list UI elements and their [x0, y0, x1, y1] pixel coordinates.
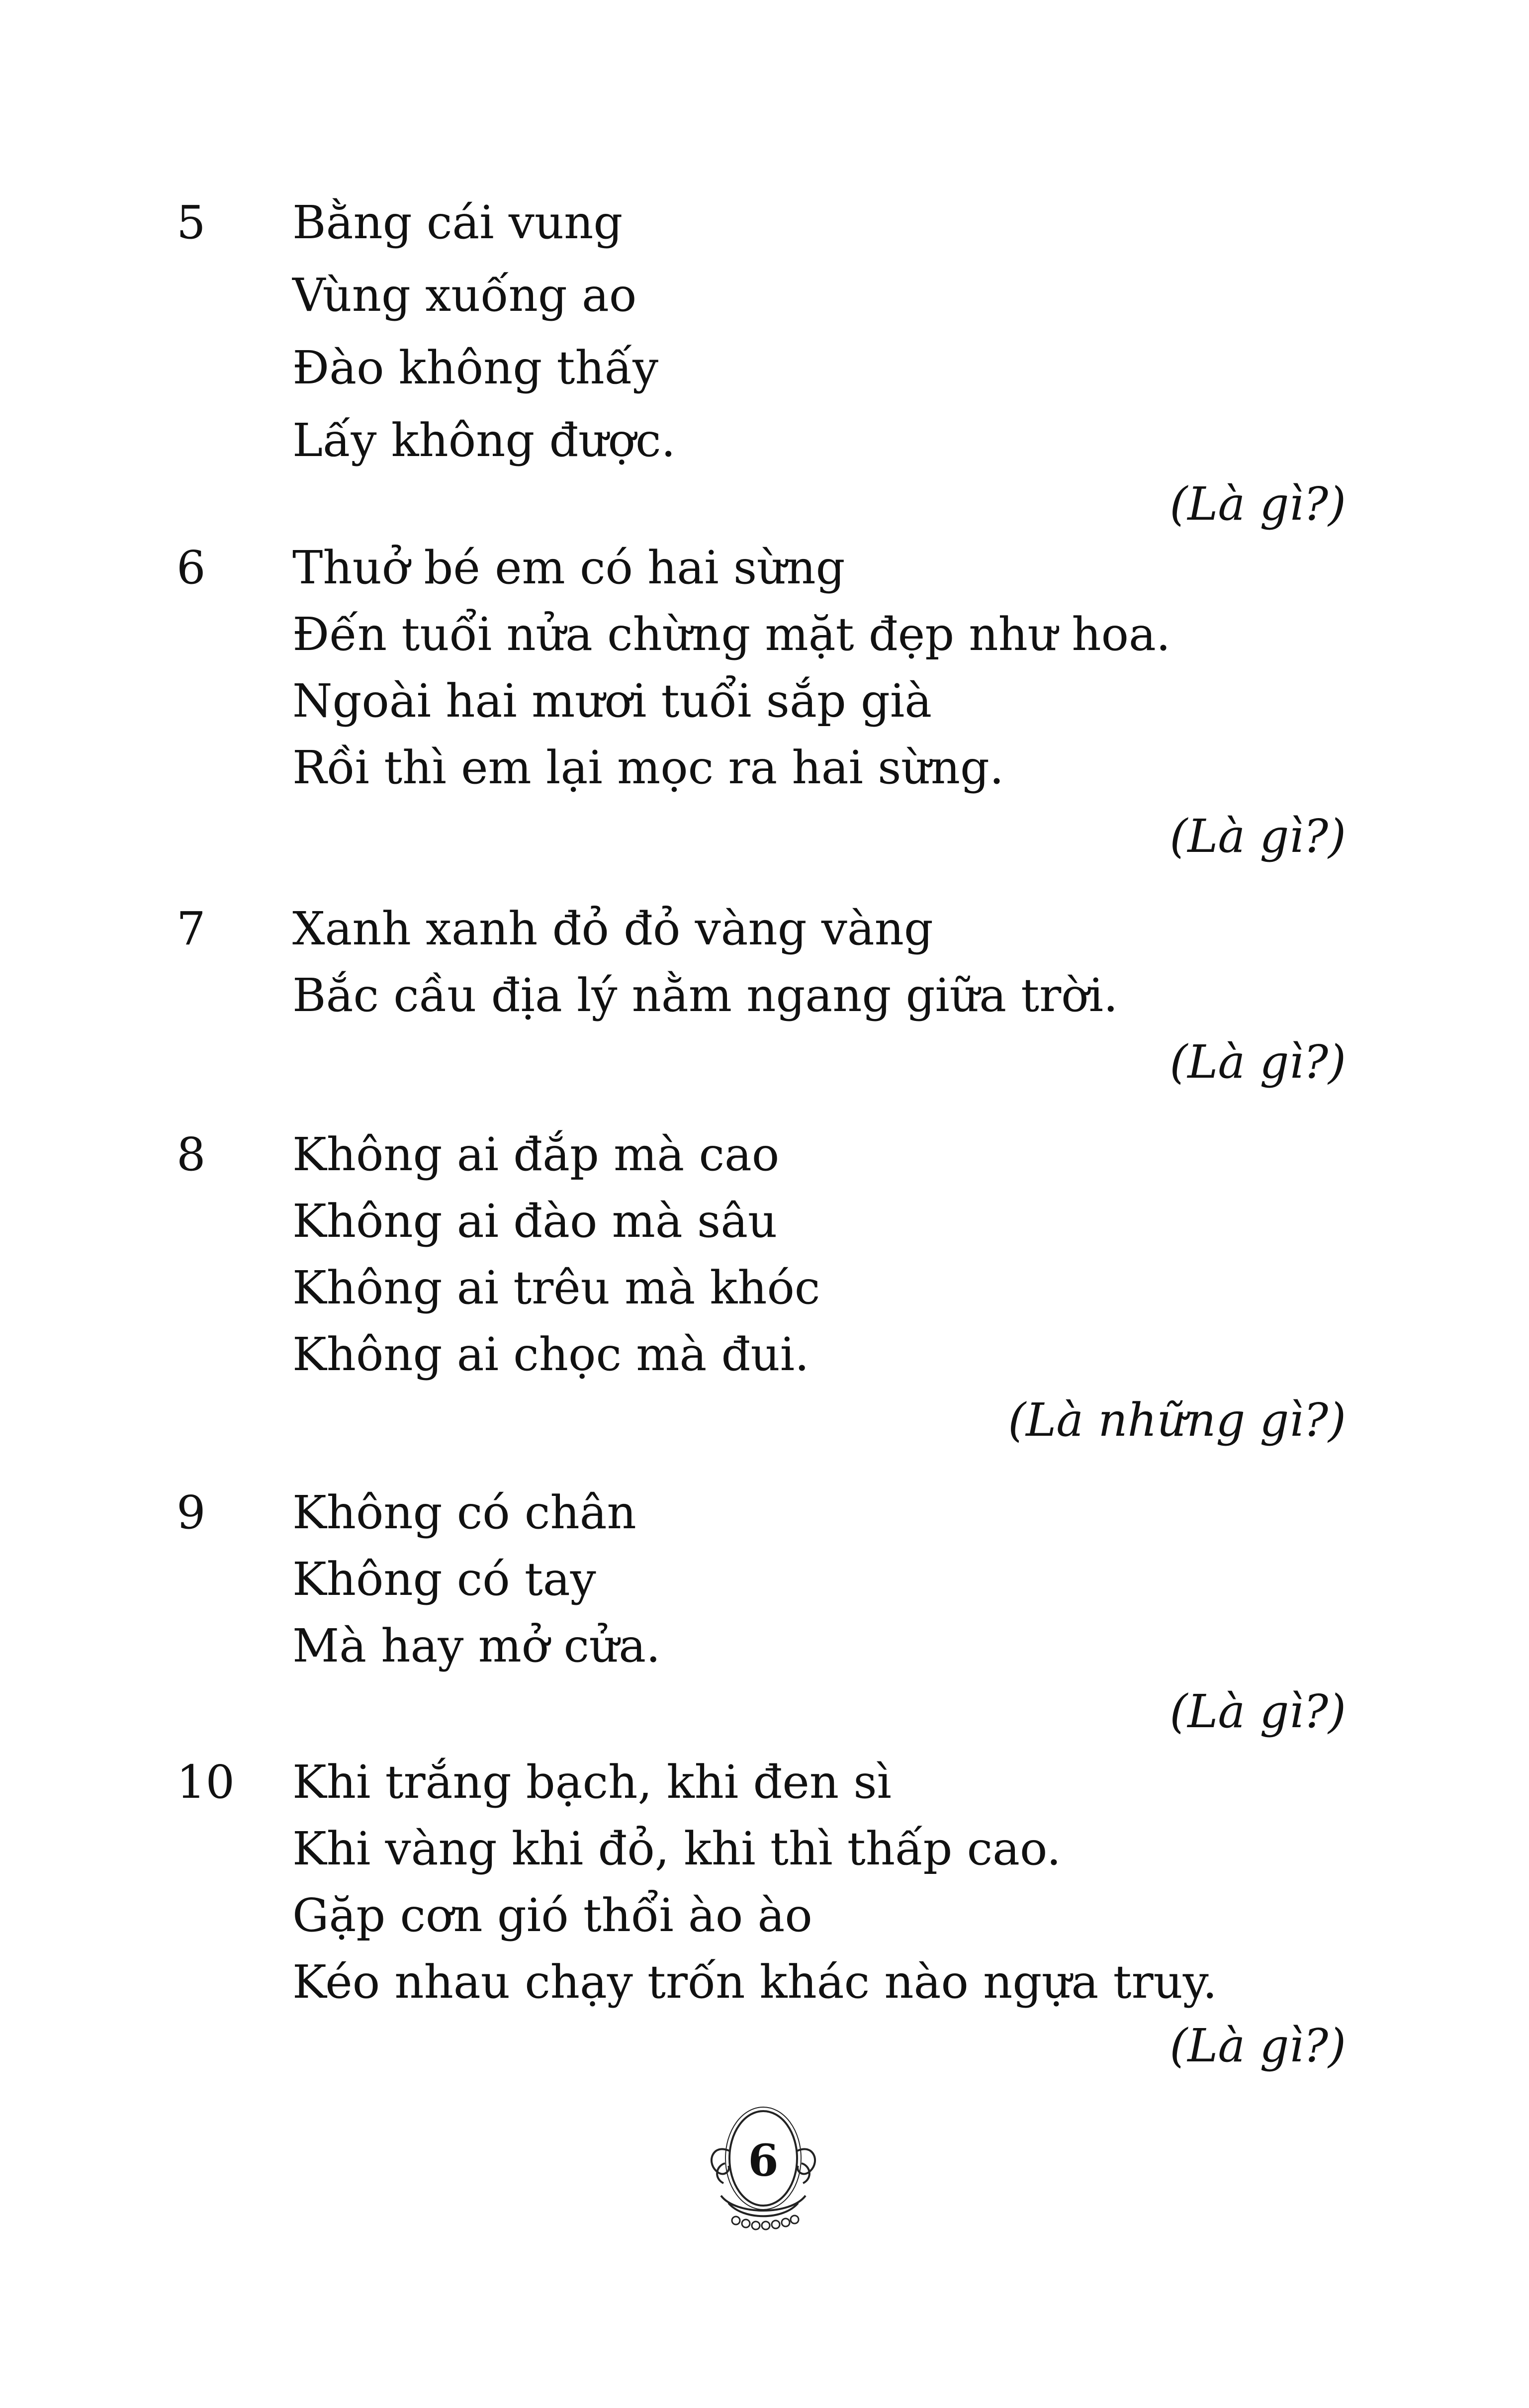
riddle-question: (Là gì?) [1169, 2019, 1346, 2072]
riddle-line: Kéo nhau chạy trốn khác nào ngựa truy. [292, 1955, 1217, 2009]
riddle-question: (Là gì?) [1169, 477, 1346, 531]
riddle-line: Đào không thấy [292, 341, 659, 394]
riddle-line: Không ai đắp mà cao [292, 1128, 780, 1181]
riddle-number: 5 [177, 196, 206, 249]
riddle-question: (Là gì?) [1169, 1685, 1346, 1738]
riddle-line: Rồi thì em lại mọc ra hai sừng. [292, 741, 1004, 794]
riddle-question: (Là gì?) [1169, 1035, 1346, 1089]
riddle-line: Bắc cầu địa lý nằm ngang giữa trời. [292, 969, 1118, 1022]
riddle-line: Thuở bé em có hai sừng [292, 541, 845, 594]
riddle-line: Không ai đào mà sâu [292, 1195, 778, 1248]
riddle-number: 10 [177, 1756, 235, 1809]
riddle-line: Không có tay [292, 1553, 596, 1606]
riddle-line: Mà hay mở cửa. [292, 1619, 661, 1672]
riddle-question: (Là gì?) [1169, 810, 1346, 863]
riddle-line: Không ai trêu mà khóc [292, 1261, 820, 1314]
riddle-number: 9 [177, 1486, 206, 1539]
riddle-line: Lấy không được. [292, 414, 676, 467]
riddle-line: Xanh xanh đỏ đỏ vàng vàng [292, 902, 933, 955]
riddle-line: Không ai chọc mà đui. [292, 1328, 809, 1381]
riddle-line: Khi trắng bạch, khi đen sì [292, 1756, 892, 1809]
riddle-line: Bằng cái vung [292, 196, 623, 249]
riddle-line: Không có chân [292, 1486, 636, 1539]
riddle-line: Khi vàng khi đỏ, khi thì thấp cao. [292, 1822, 1061, 1875]
riddle-line: Đến tuổi nửa chừng mặt đẹp như hoa. [292, 608, 1171, 661]
page-number: 6 [748, 2134, 779, 2186]
riddle-question: (Là những gì?) [1008, 1393, 1346, 1447]
riddle-number: 6 [177, 541, 206, 594]
riddle-line: Vùng xuống ao [292, 269, 637, 322]
riddle-line: Ngoài hai mươi tuổi sắp già [292, 674, 932, 728]
riddle-line: Gặp cơn gió thổi ào ào [292, 1889, 812, 1942]
riddle-number: 8 [177, 1128, 206, 1181]
riddle-number: 7 [177, 902, 206, 955]
